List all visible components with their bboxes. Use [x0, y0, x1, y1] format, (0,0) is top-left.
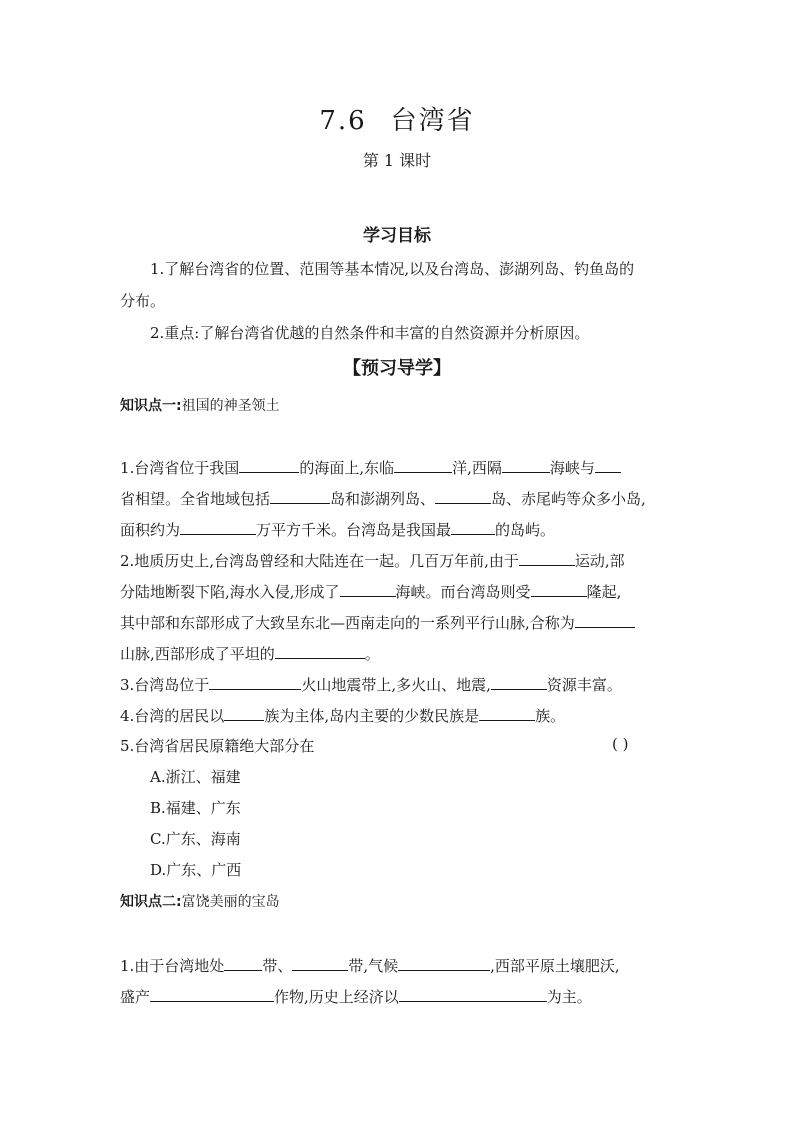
option-c: C.广东、海南	[150, 830, 241, 848]
answer-blank[interactable]	[292, 954, 348, 971]
question-5: 5.台湾省居民原籍绝大部分在	[120, 737, 315, 755]
answer-blank[interactable]	[275, 642, 365, 659]
q2-text-e: 隆起,	[586, 583, 622, 601]
option-a: A.浙江、福建	[150, 768, 241, 786]
answer-blank[interactable]	[451, 518, 495, 535]
learning-goals-heading: 学习目标	[363, 226, 431, 246]
q4-text-a: 4.台湾的居民以	[120, 707, 225, 725]
r1-text-b: 带、	[262, 957, 293, 975]
answer-blank[interactable]	[502, 456, 550, 473]
kp1-title: 祖国的神圣领土	[181, 398, 280, 414]
answer-blank[interactable]	[340, 580, 396, 597]
question-4	[120, 704, 680, 727]
goal-2: 2.重点:了解台湾省优越的自然条件和丰富的自然资源并分析原因。	[150, 324, 590, 342]
q1-text-h: 面积约为	[120, 521, 181, 539]
answer-parentheses[interactable]: ( )	[612, 735, 629, 753]
r1-text-a: 1.由于台湾地处	[120, 957, 225, 975]
question-2-line-2	[120, 580, 680, 603]
answer-blank[interactable]	[575, 611, 635, 628]
answer-blank[interactable]	[224, 704, 264, 721]
answer-blank[interactable]	[399, 985, 547, 1002]
section-number: 7.6	[319, 106, 367, 136]
q1-text-b: 的海面上,东临	[299, 459, 395, 477]
q2-text-d: 海峡。而台湾岛则受	[395, 583, 531, 601]
kp2-title: 富饶美丽的宝岛	[181, 894, 280, 910]
answer-blank[interactable]	[595, 456, 621, 473]
q2-text-c: 分陆地断裂下陷,海水入侵,形成了	[120, 583, 340, 601]
answer-blank[interactable]	[239, 456, 299, 473]
q1-text-j: 的岛屿。	[495, 521, 556, 539]
question-1-line-3	[120, 518, 680, 541]
question-1-line-2	[120, 487, 680, 510]
answer-blank[interactable]	[150, 985, 274, 1002]
q1-text-d: 海峡与	[549, 459, 595, 477]
option-b: B.福建、广东	[150, 799, 241, 817]
q1-text-a: 1.台湾省位于我国	[120, 459, 240, 477]
q3-text-a: 3.台湾岛位于	[120, 676, 210, 694]
answer-blank[interactable]	[435, 487, 491, 504]
answer-blank[interactable]	[398, 954, 490, 971]
question-2-line-3	[120, 611, 680, 634]
q2-text-g: 山脉,西部形成了平坦的	[120, 645, 275, 663]
answer-blank[interactable]	[270, 487, 330, 504]
r1-text-g: 为主。	[546, 988, 592, 1006]
q2-text-h: 。	[364, 645, 380, 663]
q2-text-f: 其中部和东部形成了大致呈东北—西南走向的一系列平行山脉,合称为	[120, 614, 575, 632]
question-2-line-1	[120, 549, 680, 572]
answer-blank[interactable]	[519, 549, 575, 566]
q1-text-c: 洋,西隔	[452, 459, 502, 477]
q3-text-c: 资源丰富。	[546, 676, 622, 694]
q3-text-b: 火山地震带上,多火山、地震,	[301, 676, 491, 694]
q2-text-b: 运动,部	[574, 552, 625, 570]
r1-text-c: 带,气候	[348, 957, 399, 975]
question-3	[120, 673, 680, 696]
r1-text-f: 作物,历史上经济以	[274, 988, 399, 1006]
answer-blank[interactable]	[531, 580, 587, 597]
r1-text-d: ,西部平原土壤肥沃,	[490, 957, 620, 975]
q1-text-g: 岛、赤尾屿等众多小岛,	[491, 490, 646, 508]
q1-text-e: 省相望。全省地域包括	[120, 490, 271, 508]
answer-blank[interactable]	[394, 456, 452, 473]
q4-text-b: 族为主体,岛内主要的少数民族是	[264, 707, 480, 725]
option-d: D.广东、广西	[150, 861, 242, 879]
kp2-question-1-line-2	[120, 985, 680, 1008]
answer-blank[interactable]	[209, 673, 301, 690]
answer-blank[interactable]	[479, 704, 535, 721]
section-title: 台湾省	[390, 106, 475, 136]
question-1-line-1	[120, 456, 680, 479]
r1-text-e: 盛产	[120, 988, 151, 1006]
lesson-subtitle: 第 1 课时	[362, 151, 432, 170]
answer-blank[interactable]	[491, 673, 547, 690]
kp2-question-1-line-1	[120, 954, 680, 977]
q1-text-i: 万平方千米。台湾岛是我国最	[256, 521, 452, 539]
goal-1-line-1: 1.了解台湾省的位置、范围等基本情况,以及台湾岛、澎湖列岛、钓鱼岛的	[150, 260, 635, 278]
preview-heading: 【预习导学】	[343, 358, 451, 379]
answer-blank[interactable]	[224, 954, 262, 971]
page-title	[0, 100, 794, 137]
question-2-line-4	[120, 642, 680, 665]
kp1-label: 知识点一:	[120, 398, 182, 414]
q1-text-f: 岛和澎湖列岛、	[330, 490, 436, 508]
goal-1-line-2: 分布。	[120, 292, 166, 310]
q4-text-c: 族。	[535, 707, 566, 725]
knowledge-point-2	[120, 891, 680, 913]
knowledge-point-1	[120, 395, 680, 417]
q2-text-a: 2.地质历史上,台湾岛曾经和大陆连在一起。几百万年前,由于	[120, 552, 519, 570]
kp2-label: 知识点二:	[120, 894, 182, 910]
answer-blank[interactable]	[180, 518, 256, 535]
